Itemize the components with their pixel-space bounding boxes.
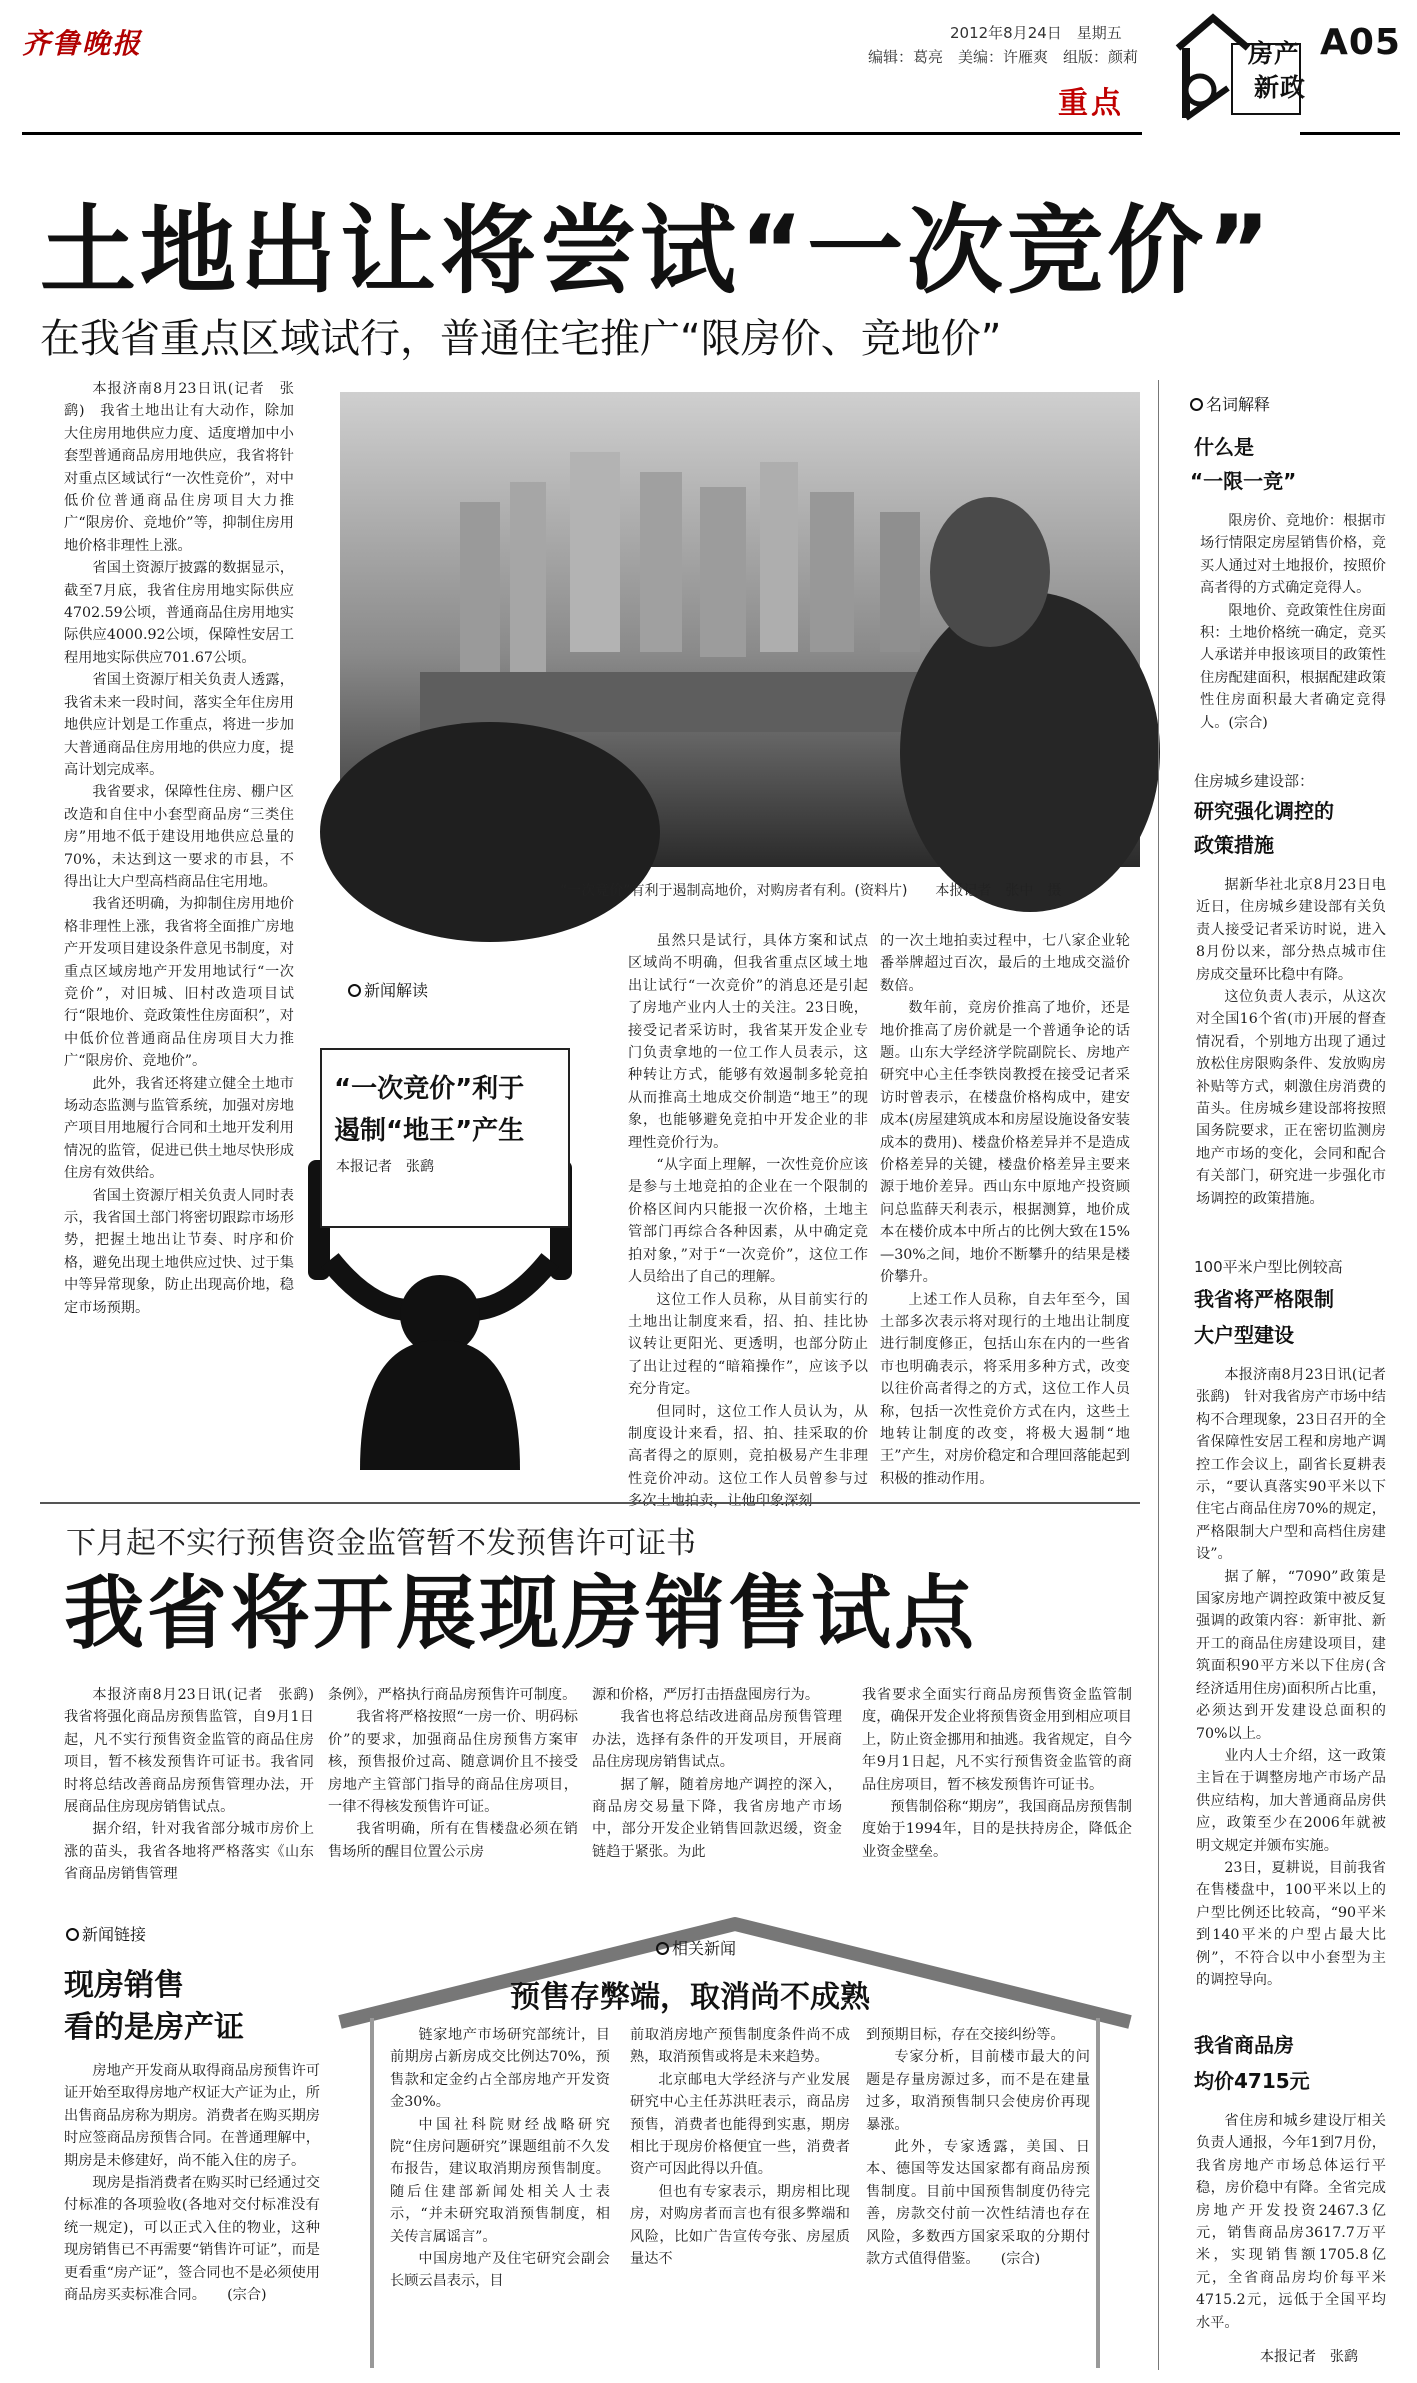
news-interpretation-tag: [348, 978, 428, 1001]
masthead-rule: [22, 132, 1142, 135]
lead-paragraph: 此外，我省还将建立健全土地市场动态监测与监管系统，加强对房地产项目用地履行合同和土地开发利用情况的监管，促进已供土地尽快形成住房有效供给。: [64, 1075, 294, 1182]
second-paragraph: 条例》，严格执行商品房预售许可制度。: [328, 1687, 577, 1703]
term-paragraph: 限房价、竞地价：根据市场行情限定房屋销售价格，竞买人通过对土地报价，按照价高者得的方式确定竞得人。: [1200, 513, 1386, 597]
lead-paragraph: 但同时，这位工作人员认为，从制度设计来看，招、拍、挂采取的价高者得之的原则，竞拍极易产生非理性竞价冲动。这位工作人员曾参与过: [628, 1403, 868, 1487]
second-paragraph: 据介绍，针对我省部分城市房价上涨的苗头，我省各地将严格落实《山东省商品房销售管理: [64, 1821, 314, 1883]
second-paragraph: 预售制俗称“期房”，我国商品房预售制度始于1994年，目的是扶持房企，降低企业资金壁垒。: [862, 1799, 1132, 1860]
section-divider: [40, 1502, 1140, 1504]
tag-label: 相关新闻: [672, 1939, 737, 1958]
related-paragraph: 此外，专家透露，美国、日本、德国等发达国家都有商品房预售制度。目前中国预售制度仍待完善，房款交付前一次性结清也存在风险，多数西方国家采取的分期付款方式值得借鉴。 (宗合): [866, 2139, 1090, 2268]
lead-paragraph: 数年前，竞房价推高了地价，还是地价推高了房价就是一个普通争论的话题。山东大学经济学院副院长、房地产研究中心主任李铁岗教授在接受记者采访时曾表示，在楼盘价格构成中，建安成本(房屋建筑成本和房屋设施设备安装成本的费用)、楼盘价格差异并不是造成价格差异的关键，楼盘价格差异主要来源于地价差异。西山东中原地产投资顾问总监薛天利表示，根据测算，地价成本在楼价成本中所占的比例大致在15%—30%之间，地价不断攀升的结果是楼价攀升。: [880, 1000, 1130, 1286]
circle-bullet-icon: [1190, 398, 1203, 411]
editor-line: 编辑：葛亮 美编：许雁爽 组版：颜莉: [868, 48, 1139, 66]
tag-label: 新闻解读: [364, 981, 429, 1000]
term-title-line1: 什么是: [1194, 435, 1254, 459]
paper-logo: 齐鲁晚报: [22, 27, 143, 60]
lead-paragraph: 我省还明确，为抑制住房用地价格非理性上涨，我省将全面推广房地产开发项目建设条件意见书制度，对重点区域房地产开发用地试行“一次竞价”，对旧城、旧村改造项目试行“限地价、竞政策性住房面积”，对中低价位普通商品住房项目大力推广“限房价、竞地价”。: [64, 896, 294, 1070]
lead-headline: 土地出让将尝试“一次竞价”: [40, 195, 1275, 307]
story3-paragraph: 本报济南8月23日讯(记者 张鹞) 针对我省房产市场中结构不合理现象，23日召开的全省保障性安居工程和房地产调控工作会议上，副省长夏耕表示，“要认真落实90平米以下住宅占商品住房70%的规定，严格限制大户型和高档住房建设”。: [1196, 1367, 1401, 1563]
lead-paragraph: 本报济南8月23日讯(记者 张鹞) 我省土地出让有大动作，除加大住房用地供应力度、适度增加中小套型普通商品房用地供应，我省将针对重点区域试行“一次性竞价”，对中低价位普通商品住房项目大力推广“限房价、竞地价”等，抑制住房用地价格非理性上涨。: [64, 381, 294, 554]
link-title-line2: 看的是房产证: [64, 2010, 244, 2045]
link-paragraph: 房地产开发商从取得商品房预售许可证开始至取得房地产权证大产证为止，所出售商品房称为期房。消费者在购买期房时应签商品房预售合同。在普通理解中，期房是未修建好，尚不能入住的房子。: [64, 2063, 320, 2169]
sales-model-photo: [340, 392, 1140, 867]
related-paragraph: 到预期目标，存在交接纠纷等。: [866, 2027, 1065, 2043]
lead-paragraph: 这位工作人员称，从目前实行的土地出让制度来看，招、拍、挂比协议转让更阳光、更透明，也部分防止了出让过程的“暗箱操作”，应该予以充分肯定。: [628, 1291, 868, 1398]
masthead-rule-right: [1300, 132, 1400, 135]
story2-title-line2: 政策措施: [1194, 833, 1274, 857]
related-tag: [656, 1936, 736, 1959]
related-title: 预售存弊端，取消尚不成熟: [510, 1980, 870, 2015]
second-paragraph: 我省将严格按照“一房一价、明码标价”的要求，加强商品住房预售方案审核，预售报价过高、随意调价且不接受房地产主管部门指导的商品住房项目，一律不得核发预售许可证。: [328, 1709, 578, 1816]
section-label: 重点: [1058, 86, 1124, 121]
second-paragraph: 我省明确，所有在售楼盘必须在销售场所的醒目位置公示房: [328, 1821, 578, 1860]
related-paragraph: 北京邮电大学经济与产业发展研究中心主任苏洪旺表示，商品房预售，消费者也能得到实惠，期房相比于现房价格便宜一些，消费者资产可因此得以升值。: [630, 2071, 850, 2178]
link-body: [64, 2060, 320, 2364]
second-paragraph: 源和价格，严厉打击捂盘囤房行为。: [592, 1687, 820, 1703]
related-column-2: [630, 2024, 850, 2366]
lead-paragraph: 我省要求，保障性住房、棚户区改造和自住中小套型商品房“三类住房”用地不低于建设用地供应总量的70%，未达到这一要求的市县，不得出让大户型高档商品住宅用地。: [64, 784, 294, 890]
column-logo: [1168, 8, 1318, 128]
lead-column-3: [880, 930, 1130, 1498]
term-paragraph: 限地价、竞政策性住房面积：土地价格统一确定，竞买人承诺并申报该项目的政策性住房配建面积，根据配建政策性住房面积最大者确定竞得人。(宗合): [1200, 602, 1386, 731]
story4-title-line2: 均价4715元: [1194, 2069, 1310, 2093]
term-title-line2: “一限一竞”: [1190, 469, 1297, 493]
second-paragraph: 据了解，随着房地产调控的深入，商品房交易量下降，我省房地产市场中，部分开发企业销售回款迟缓，资金链趋于紧张。为此: [592, 1776, 842, 1860]
story2-paragraph: 这位负责人表示，从这次对全国16个省(市)开展的督查情况看，个别地方出现了通过放松住房限购条件、发放购房补贴等方式，刺激住房消费的苗头。住房城乡建设部将按照国务院要求，正在密切监测房地产市场的变化，会同和配合有关部门，研究进一步强化市场调控的政策措施。: [1196, 989, 1386, 1207]
second-headline: 我省将开展现房销售试点: [64, 1567, 977, 1660]
story2-title-line1: 研究强化调控的: [1194, 799, 1334, 823]
story3-title-line2: 大户型建设: [1194, 1323, 1294, 1347]
link-tag: [66, 1922, 146, 1945]
lead-paragraph: “从字面上理解，一次性竞价应该是参与土地竞拍的企业在一个限制的价格区间内只能报一次价格，土地主管部门再综合各种因素，从中确定竞拍对象，”对于“一次竞价”，这位工作人员给出了自己的理解。: [628, 1157, 868, 1286]
related-paragraph: 中国房地产及住宅研究会副会长顾云昌表示，目: [390, 2251, 610, 2290]
related-column-3: [866, 2024, 1090, 2366]
second-kicker: 下月起不实行预售资金监管暂不发预售许可证书: [66, 1526, 696, 1561]
masthead: [0, 0, 1417, 170]
lead-paragraph: 的一次土地拍卖过程中，七八家企业轮番举牌超过百次，最后的土地成交溢价数倍。: [880, 933, 1130, 994]
lead-paragraph: 上述工作人员称，自去年至今，国土部多次表示将对现行的土地出让制度进行制度修正，包括山东在内的一些省市也明确表示，将采用多种方式，改变以往价高者得之的方式，这位工作人员称，包括一次性竞价方式在内，这些土地转让制度的改变，将极大遏制“地王”产生，对房价稳定和合理回落能起到积极的推动作用。: [880, 1291, 1130, 1487]
term-tag: [1190, 392, 1270, 415]
link-title-line1: 现房销售: [64, 1968, 184, 2003]
column-name-line1: 房产: [1248, 39, 1301, 68]
related-paragraph: 链家地产市场研究部统计，目前期房占新房成交比例达70%，预售款和定金约占全部房地产开发资金30%。: [390, 2027, 610, 2111]
sign-byline: 本报记者 张鹞: [336, 1159, 434, 1175]
date-line: 2012年8月24日 星期五: [950, 24, 1122, 42]
lead-photo: [340, 392, 1140, 867]
sign-title-line1: “一次竞价”利于: [334, 1074, 525, 1104]
circle-bullet-icon: [66, 1928, 79, 1941]
page-number: A05: [1320, 22, 1401, 63]
lead-paragraph: 虽然只是试行，具体方案和试点区域尚不明确，但我省重点区域土地出让试行“一次竞价”的消息还是引起了房地产业内人士的关注。23日晚，接受记者采访时，我省某开发企业专门负责拿地的一位工作人员表示，这种转让方式，能够有效遏制多轮竞拍从而推高土地成交价制造“地王”的现象，也能够避免竞拍中开发企业的非理性竞价行为。: [628, 933, 868, 1151]
related-paragraph: 专家分析，目前楼市最大的问题是存量房源过多，而不是在建量过多，取消预售制只会使房价再现暴涨。: [866, 2049, 1090, 2133]
related-paragraph: 中国社科院财经战略研究院“住房问题研究”课题组前不久发布报告，建议取消期房预售制度。随后住建部新闻处相关人士表示，“并未研究取消预售制度，相关传言属谣言”。: [390, 2116, 610, 2245]
story2-label: 住房城乡建设部：: [1194, 772, 1315, 790]
story3-paragraph: 23日，夏耕说，目前我省在售楼盘中，100平米以上的户型比例还比较高，“90平米到140平米的户型占最大比例”，不符合以中小套型为主的调控导向。: [1196, 1859, 1386, 1988]
story4-byline: 本报记者 张鹞: [1260, 2349, 1358, 2365]
lead-subheadline: 在我省重点区域试行，普通住宅推广“限房价、竞地价”: [40, 316, 1002, 362]
circle-bullet-icon: [656, 1942, 669, 1955]
lead-paragraph: 省国土资源厅披露的数据显示，截至7月底，我省住房用地实际供应4702.59公顷，普通商品住房用地实际供应4000.92公顷，保障性安居工程用地实际供应701.67公顷。: [64, 560, 294, 666]
story3-label: 100平米户型比例较高: [1194, 1258, 1343, 1276]
tag-label: 名词解释: [1206, 395, 1271, 414]
second-paragraph: 本报济南8月23日讯(记者 张鹞) 我省将强化商品房预售监管，自9月1日起，凡不实行预售资金监管的商品住房项目，暂不核发预售许可证书。我省同时将总结改善商品房预售管理办法，开展商品住房现房销售试点。: [64, 1687, 329, 1816]
link-paragraph: 现房是指消费者在购买时已经通过交付标准的各项验收(各地对交付标准没有统一规定)，可以正式入住的物业，这种现房销售已不再需要“销售许可证”，而是更看重“房产证”，签合同也不是必须使用商品房买卖标准合同。 (宗合): [64, 2175, 320, 2304]
related-column-1: [390, 2024, 610, 2366]
story3-paragraph: 业内人士介绍，这一政策主旨在于调整房地产市场产品供应结构，加大普通商品房供应，政策至少在2006年就被明文规定并颁布实施。: [1196, 1747, 1386, 1854]
second-column-3: [592, 1684, 842, 1914]
story2-paragraph: 据新华社北京8月23日电 近日，住房城乡建设部有关负责人接受记者采访时说，进入8月份以来，部分热点城市住房成交量环比稳中有降。: [1196, 877, 1401, 983]
lead-paragraph: 省国土资源厅相关负责人同时表示，我省国土部门将密切跟踪市场形势，把握土地出让节奏、时序和价格，避免出现土地供应过快、过于集中等异常现象，防止出现高价地，稳定市场预期。: [64, 1187, 294, 1316]
photo-caption: “一次竞价”有利于遏制高地价，对购房者有利。(资料片) 本报记者 张中 摄: [560, 883, 1062, 899]
second-column-4: [862, 1684, 1132, 1914]
story4-title-line1: 我省商品房: [1194, 2033, 1294, 2057]
lead-column-1: [64, 378, 294, 1478]
sign-title-line2: 遏制“地王”产生: [334, 1116, 525, 1146]
second-column-1: [64, 1684, 329, 1914]
tag-label: 新闻链接: [82, 1925, 147, 1944]
second-column-2: [328, 1684, 578, 1914]
story2-body: [1196, 874, 1401, 1250]
sign-illustration: [300, 1010, 590, 1470]
related-paragraph: 前取消房地产预售制度条件尚不成熟，取消预售或将是未来趋势。: [630, 2027, 850, 2066]
circle-bullet-icon: [348, 984, 361, 997]
story3-title-line1: 我省将严格限制: [1194, 1287, 1334, 1311]
story4-body: [1196, 2110, 1386, 2338]
lead-paragraph: 省国土资源厅相关负责人透露，我省未来一段时间，落实全年住房用地供应计划是工作重点，将进一步加大普通商品住房用地的供应力度，提高计划完成率。: [64, 672, 294, 778]
related-paragraph: 但也有专家表示，期房相比现房，对购房者而言也有很多弊端和风险，比如广告宣传夸张、房屋质量达不: [630, 2183, 850, 2268]
column-divider: [1158, 380, 1159, 2370]
second-paragraph: 我省要求全面实行商品房预售资金监管制度，确保开发企业将预售资金用到相应项目上，防止资金挪用和抽逃。我省规定，自今年9月1日起，凡不实行预售资金监管的商品住房项目，暂不核发预售许可证书。: [862, 1687, 1132, 1793]
lead-column-2: [628, 930, 868, 1498]
story3-body: [1196, 1364, 1401, 1994]
story4-paragraph: 省住房和城乡建设厅相关负责人通报，今年1到7月份，我省房地产市场总体运行平稳，房价稳中有降。全省完成房地产开发投资2467.3亿元，销售商品房3617.7万平米，实现销售额1705.8亿元，全省商品房均价每平米4715.2元，远低于全国平均水平。: [1196, 2113, 1386, 2331]
term-body: [1200, 510, 1386, 760]
story3-paragraph: 据了解，“7090”政策是国家房地产调控政策中被反复强调的政策内容：新审批、新开工的商品住房建设项目，建筑面积90平方米以下住房(含经济适用住房)面积所占比重，必须达到开发建设总面积的70%以上。: [1196, 1568, 1386, 1742]
column-name-line2: 新政: [1254, 73, 1307, 102]
second-paragraph: 我省也将总结改进商品房预售管理办法，选择有条件的开发项目，开展商品住房现房销售试点。: [592, 1709, 842, 1771]
